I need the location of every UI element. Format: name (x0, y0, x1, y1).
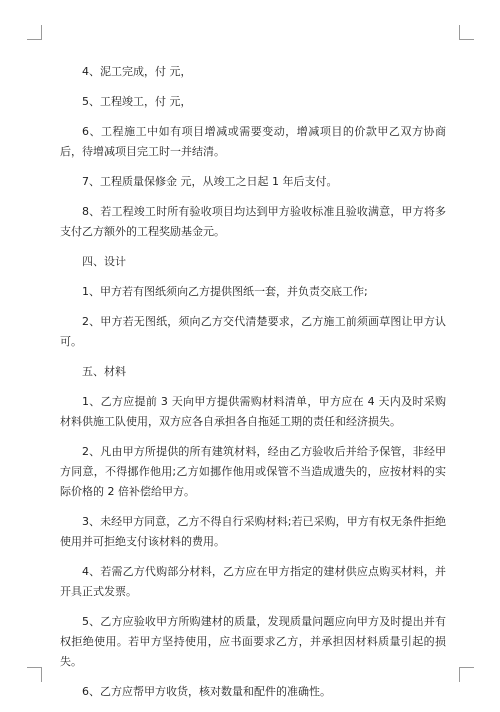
section-heading-materials: 五、材料 (82, 365, 126, 378)
section-heading-design: 四、设计 (82, 255, 126, 268)
clause-materials-receiving: 6、乙方应帮甲方收货，核对数量和配件的准确性。 (82, 685, 331, 698)
crop-mark-top-left (27, 25, 42, 40)
clause-materials-list: 1、乙方应提前 3 天向甲方提供需购材料清单，甲方应在 4 天内及时采购材料供施工队使用，双方应各自承担各自拖延工期的责任和经济损失。 (60, 395, 446, 428)
clause-materials-self-purchase: 3、未经甲方同意，乙方不得自行采购材料;若已采购，甲方有权无条件拒绝使用并可拒绝支付该材料的费用。 (60, 515, 446, 548)
clause-warranty-deposit: 7、工程质量保修金 元，从竣工之日起 1 年后支付。 (82, 175, 338, 188)
clause-materials-quality: 5、乙方应验收甲方所购建材的质量，发现质量问题应向甲方及时提出并有权拒绝使用。若甲方坚持使用，应书面要求乙方，并承担因材料质量引起的损失。 (60, 615, 446, 668)
clause-reward-fund: 8、若工程竣工时所有验收项目均达到甲方验收标准且验收满意，甲方将多支付乙方额外的工程奖励基金元。 (60, 205, 446, 238)
clause-materials-custody: 2、凡由甲方所提供的所有建筑材料，经由乙方验收后并给予保管，非经甲方同意，不得挪作他用;乙方如挪作他用或保管不当造成遗失的，应按材料的实际价格的 2 倍补偿给甲方。 (60, 445, 446, 498)
clause-materials-agent-purchase: 4、若需乙方代购部分材料，乙方应在甲方指定的建材供应点购买材料，并开具正式发票。 (60, 565, 446, 598)
crop-mark-bottom-right (459, 667, 474, 682)
clause-changes-settlement: 6、工程施工中如有项目增减或需要变动，增减项目的价款甲乙双方协商后，待增减项目完工时一并结清。 (60, 125, 446, 158)
clause-design-drawings: 1、甲方若有图纸须向乙方提供图纸一套，并负责交底工作; (82, 285, 368, 298)
clause-payment-plastering: 4、泥工完成，付 元， (82, 65, 192, 78)
document-body (60, 62, 446, 712)
clause-payment-completion: 5、工程竣工，付 元， (82, 95, 192, 108)
clause-design-no-drawings: 2、甲方若无图纸，须向乙方交代清楚要求，乙方施工前须画草图让甲方认可。 (60, 315, 446, 348)
crop-mark-bottom-left (27, 667, 42, 682)
crop-mark-top-right (459, 25, 474, 40)
